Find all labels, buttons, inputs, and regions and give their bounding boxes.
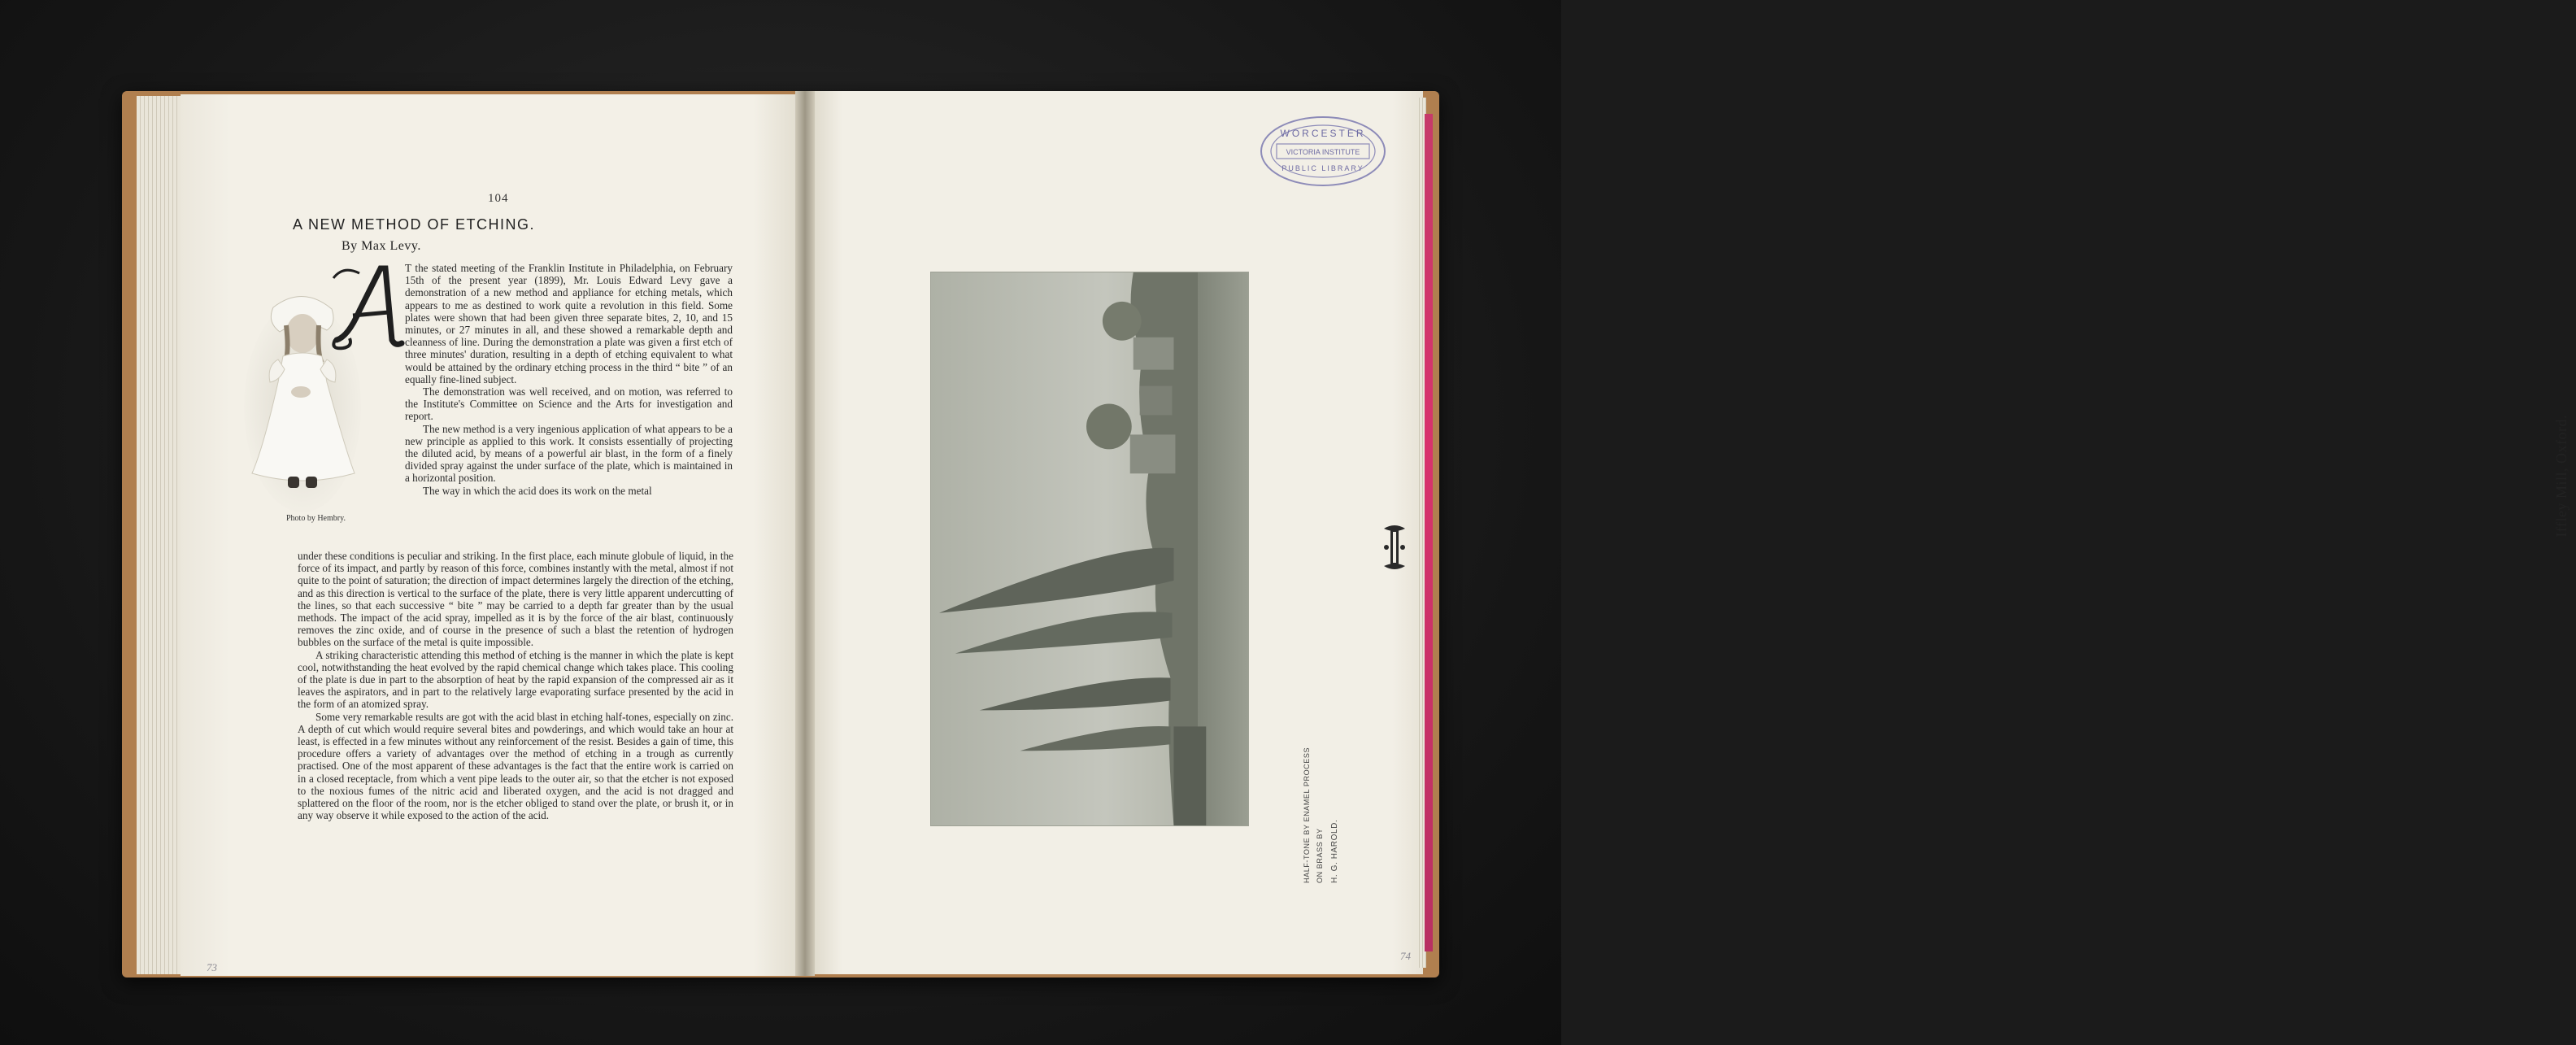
article-title: A NEW METHOD OF ETCHING. — [293, 216, 536, 233]
paragraph-6: Some very remarkable results are got with the acid blast in etching half-tones, especially on zinc. A depth of cut which would require several bites and powderings, and which would take an hour at least, is effected in a few minutes without any reinforcement of the resist. Besides a gain of time, this procedure offers a variety of advantages over the method of etching in a trough as currently practised. One of the most apparent of these advantages is the fact that the entire work is carried on in a closed receptacle, from which a vent pipe leads to the outer air, so that the etcher is not exposed to the noxious fumes of the nitric acid and liberated oxygen, and the acid is not dragged and splattered on the floor of the room, nor is the etcher obliged to stand over the plate, or brush it, or in any way observe it while exposed to the action of the acid. — [298, 710, 733, 822]
photo-caption: Photo by Hembry. — [286, 514, 346, 523]
halftone-plate-iffley-mill — [930, 272, 1249, 826]
plate-credit-line-3: H. G. HAROLD. — [1330, 819, 1339, 883]
paragraph-1: T the stated meeting of the Franklin Institute in Philadelphia, on February 15th of the present year (1899), Mr. Louis Edward Levy gave a demonstration of a new method and appliance for etching metals, which appears to me as destined to work quite a revolution in this field. Some plates were shown that had been given three separate bites, 2, 10, and 15 minutes, or 27 minutes in all, and these showed a remarkable depth and cleanness of line. During the demonstration a plate was given a first etch of three minutes' duration, resulting in a depth of etching equivalent to what would be attained by the ordinary etching process in the third “ bite ” of an equally fine-lined subject. — [405, 262, 733, 385]
stamp-middle-text: VICTORIA INSTITUTE — [1286, 148, 1360, 156]
article-body-narrow — [405, 262, 733, 497]
book-gutter — [795, 91, 815, 976]
left-page-stack — [137, 96, 185, 974]
ornamental-drop-cap — [332, 262, 403, 351]
article-byline: By Max Levy. — [342, 239, 421, 253]
plate-credit-line-2: ON BRASS BY — [1316, 828, 1324, 883]
stamp-bottom-text: PUBLIC LIBRARY — [1281, 164, 1364, 172]
paragraph-5: A striking characteristic attending this method of etching is the manner in which the plate is kept cool, notwithstanding the heat evolved by the rapid chemical change which takes place. This cooling of the plate is due in part to the absorption of heat by the rapid expansion of the compressed air as it leaves the aspirators, and in part to the relatively large evaporating surface presented by the acid in the form of an atomized spray. — [298, 648, 733, 711]
plate-title-container — [1277, 207, 2569, 538]
plate-title: Iffley Mill, Oxford. — [2553, 415, 2569, 538]
page-number: 104 — [488, 192, 509, 205]
paragraph-4-continued: under these conditions is peculiar and striking. In the first place, each minute globule of liquid, in the force of its impact, and partly by reason of this force, combines instantly with the metal, almost if not quite to the point of saturation; the direction of impact determines largely the direction of the etching, and as this direction is vertical to the surface of the plate, there is very little apparent undercutting of the lines, so that each successive “ bite ” may be carried to a depth far greater than by the usual methods. The impact of the acid spray, impelled as it is by the force of the air blast, continuously removes the zinc oxide, and of course in the presence of such a blast the retention of hydrogen bubbles on the surface of the metal is quite impossible. — [298, 550, 733, 649]
library-stamp — [1259, 114, 1387, 189]
stamp-top-text: WORCESTER — [1280, 128, 1366, 139]
paragraph-3: The new method is a very ingenious application of what appears to be a new principle as applied to this work. It consists essentially of projecting the diluted acid, by means of a powerful air blast, in the form of a finely divided spray against the under surface of the plate, which is maintained in a horizontal position. — [405, 422, 733, 485]
article-body-wide — [298, 550, 733, 821]
pencil-page-note-right: 74 — [1400, 950, 1411, 962]
plate-credit-line-1: HALF-TONE BY ENAMEL PROCESS — [1303, 747, 1311, 883]
paragraph-2: The demonstration was well received, and on motion, was referred to the Institute's Committee on Science and the Arts for investigation and report. — [405, 385, 733, 423]
drop-cap-letter: A — [364, 335, 365, 336]
edge-color-strip — [1425, 114, 1433, 951]
pencil-page-note-left: 73 — [207, 961, 217, 973]
paragraph-4-start: The way in which the acid does its work on the metal — [423, 484, 652, 497]
printer-ornament-icon — [1382, 524, 1407, 571]
